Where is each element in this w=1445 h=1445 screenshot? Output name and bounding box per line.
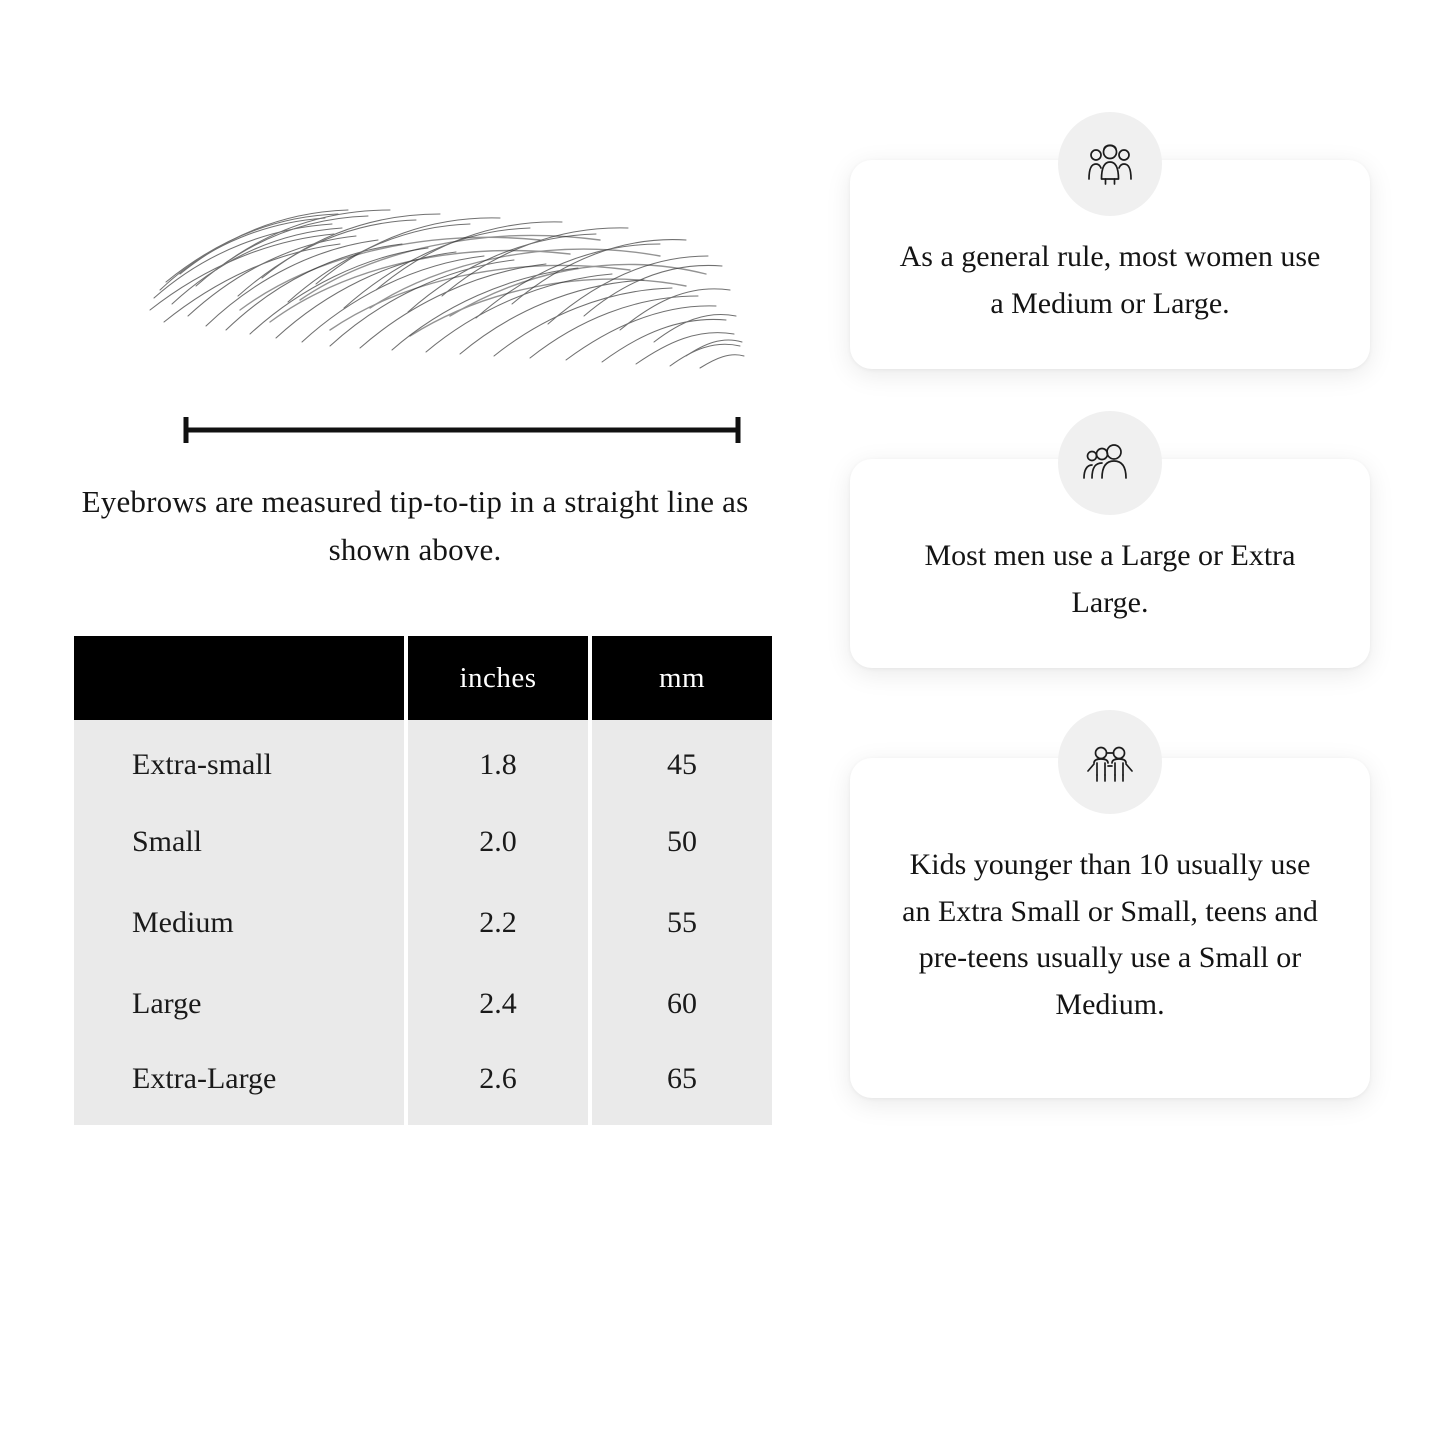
row-mm-value: 50: [592, 801, 772, 882]
row-inches-value: 2.4: [408, 963, 588, 1044]
row-size-label: Medium: [74, 882, 404, 963]
table-row: [74, 882, 772, 963]
kids-group-icon: [1058, 710, 1162, 814]
row-inches-value: 2.6: [408, 1044, 588, 1125]
size-chart-table: [70, 636, 776, 1125]
card-men: [850, 459, 1370, 668]
eyebrow-icon: [120, 170, 760, 410]
men-group-icon: [1058, 411, 1162, 515]
measure-line-icon: [182, 415, 742, 445]
table-row: [74, 1044, 772, 1125]
card-text: Kids younger than 10 usually use an Extra Small or Small, teens and pre-teens usually use a Small or Medium.: [902, 848, 1318, 1021]
eyebrow-illustration: [120, 170, 760, 460]
row-size-label: Extra-small: [74, 720, 404, 801]
row-inches-value: 2.0: [408, 801, 588, 882]
women-group-icon: [1058, 112, 1162, 216]
row-inches-value: 1.8: [408, 720, 588, 801]
card-kids: [850, 758, 1370, 1098]
row-mm-value: 55: [592, 882, 772, 963]
card-text: As a general rule, most women use a Medium or Large.: [899, 240, 1321, 320]
guidance-cards: [850, 160, 1370, 1098]
table-row: [74, 801, 772, 882]
table-row: [74, 720, 772, 801]
table-row: [74, 963, 772, 1044]
row-mm-value: 65: [592, 1044, 772, 1125]
row-size-label: Small: [74, 801, 404, 882]
row-mm-value: 45: [592, 720, 772, 801]
measurement-section: [70, 170, 770, 1125]
table-header-row: [74, 636, 772, 720]
row-mm-value: 60: [592, 963, 772, 1044]
table-header-mm: mm: [592, 636, 772, 720]
card-women: [850, 160, 1370, 369]
row-inches-value: 2.2: [408, 882, 588, 963]
measurement-caption: Eyebrows are measured tip-to-tip in a straight line as shown above.: [81, 484, 749, 568]
card-text: Most men use a Large or Extra Large.: [924, 539, 1296, 619]
table-header-size: [74, 636, 404, 720]
table-header-inches: inches: [408, 636, 588, 720]
row-size-label: Extra-Large: [74, 1044, 404, 1125]
row-size-label: Large: [74, 963, 404, 1044]
